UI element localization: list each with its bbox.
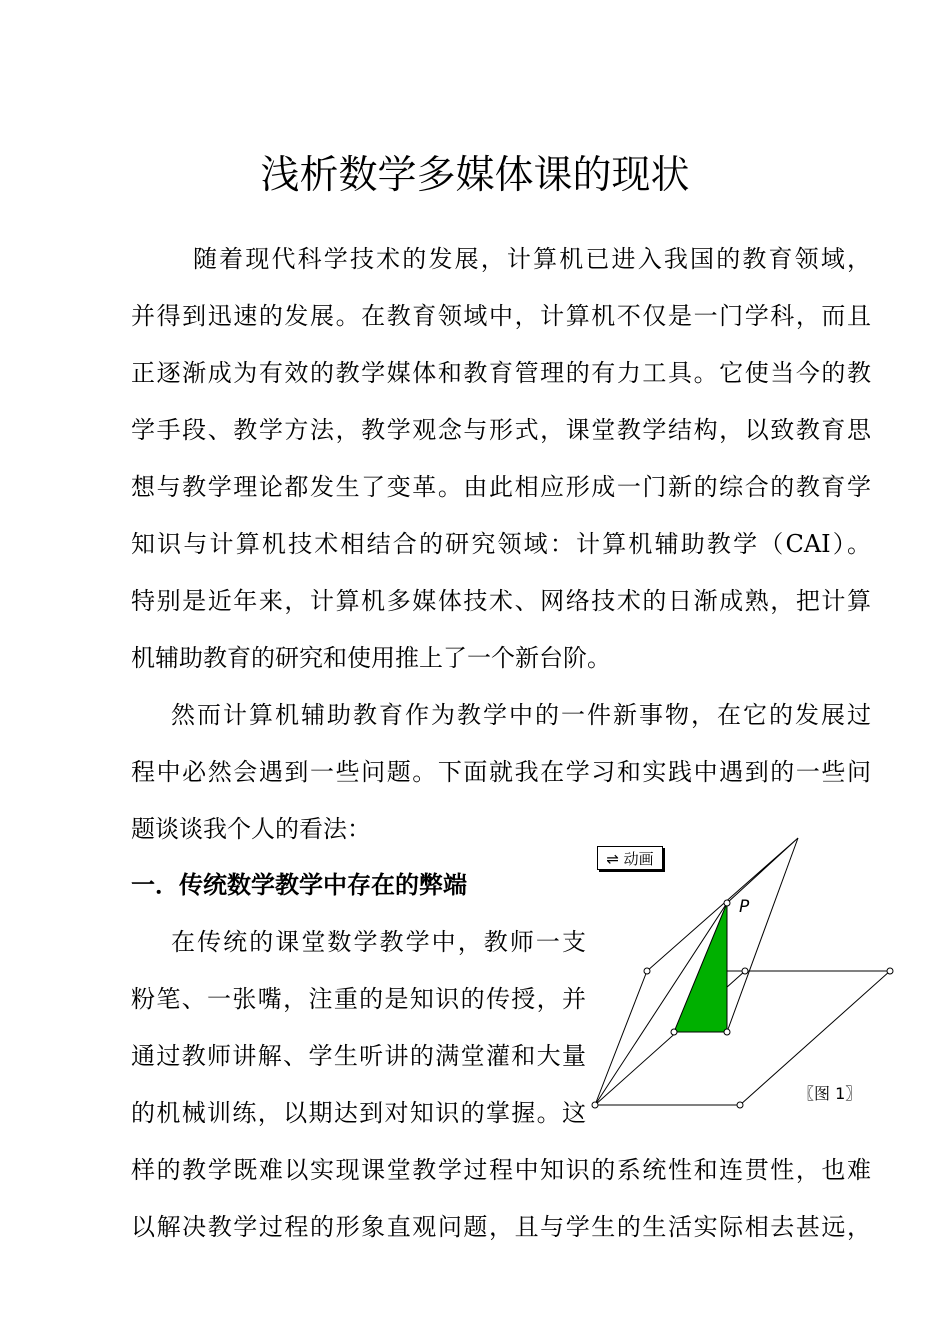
paragraph-line: 程中必然会遇到一些问题。下面就我在学习和实践中遇到的一些问	[131, 758, 871, 786]
vertex-point[interactable]	[887, 968, 893, 974]
paragraph-line: 粉笔、一张嘴，注重的是知识的传授，并	[131, 985, 586, 1013]
vertex-point[interactable]	[592, 1102, 598, 1108]
section-heading: 一．传统数学教学中存在的弊端	[131, 871, 467, 899]
paragraph-line: 正逐渐成为有效的教学媒体和教育管理的有力工具。它使当今的教	[131, 359, 871, 387]
geometry-figure	[590, 835, 900, 1115]
point-p[interactable]	[724, 900, 730, 906]
paragraph-line: 随着现代科学技术的发展，计算机已进入我国的教育领域，	[193, 245, 871, 273]
paragraph-line: 然而计算机辅助教育作为教学中的一件新事物，在它的发展过	[171, 701, 871, 729]
upper-plane-edge-right	[727, 838, 798, 1032]
paragraph-line: 机辅助教育的研究和使用推上了一个新台阶。	[131, 644, 611, 672]
vertex-point[interactable]	[737, 1102, 743, 1108]
paragraph-line: 题谈谈我个人的看法：	[131, 815, 371, 843]
shaded-triangle	[674, 903, 727, 1032]
figure-caption: 〖图 1〗	[798, 1084, 862, 1103]
vertex-point[interactable]	[724, 1029, 730, 1035]
document-title: 浅析数学多媒体课的现状	[260, 153, 690, 198]
vertex-point[interactable]	[644, 968, 650, 974]
paragraph-line: 以解决教学过程的形象直观问题，且与学生的生活实际相去甚远，	[131, 1213, 871, 1241]
paragraph-line: 学手段、教学方法，教学观念与形式，课堂教学结构，以致教育思	[131, 416, 871, 444]
paragraph-line: 在传统的课堂数学教学中，教师一支	[171, 928, 586, 956]
vertex-point[interactable]	[742, 968, 748, 974]
paragraph-line: 样的教学既难以实现课堂教学过程中知识的系统性和连贯性，也难	[131, 1156, 871, 1184]
paragraph-line: 的机械训练，以期达到对知识的掌握。这	[131, 1099, 586, 1127]
paragraph-line: 知识与计算机技术相结合的研究领域：计算机辅助教学（CAI）。	[131, 530, 871, 558]
vertex-point[interactable]	[671, 1029, 677, 1035]
geometry-diagram	[590, 835, 900, 1115]
paragraph-line: 特别是近年来，计算机多媒体技术、网络技术的日渐成熟，把计算	[131, 587, 871, 615]
animation-button[interactable]: ⇌ 动画	[597, 846, 663, 870]
paragraph-line: 想与教学理论都发生了变革。由此相应形成一门新的综合的教育学	[131, 473, 871, 501]
paragraph-line: 并得到迅速的发展。在教育领域中，计算机不仅是一门学科，而且	[131, 302, 871, 330]
paragraph-line: 通过教师讲解、学生听讲的满堂灌和大量	[131, 1042, 586, 1070]
point-p-label: P	[739, 897, 750, 917]
